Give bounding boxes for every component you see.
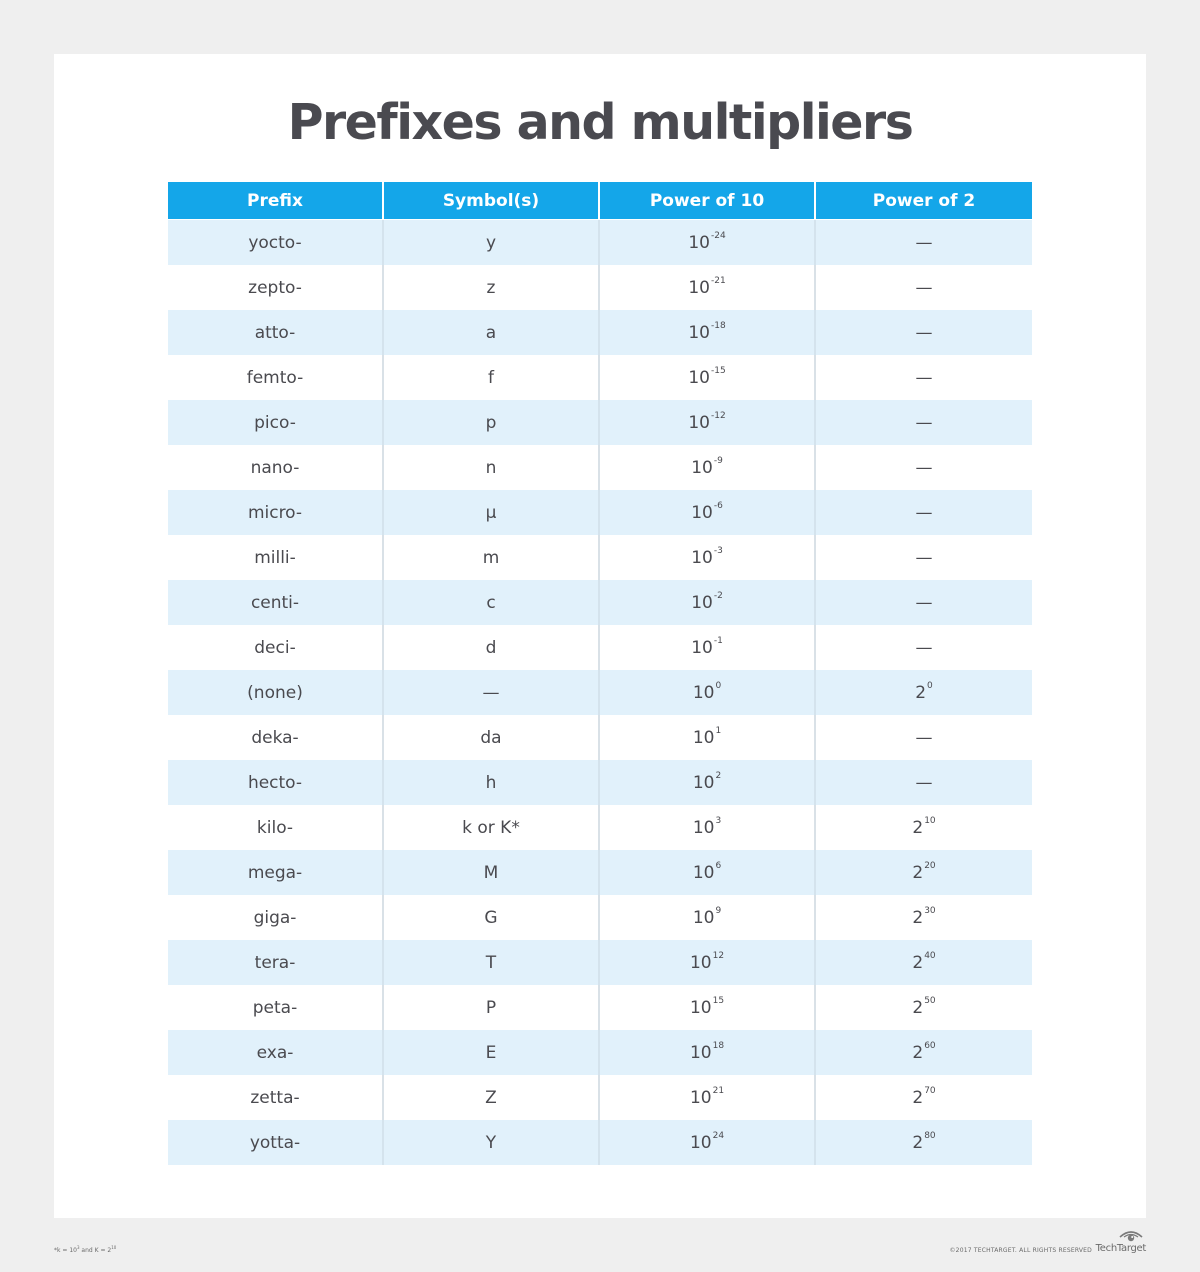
cell-power-of-2 bbox=[816, 400, 1032, 445]
cell-prefix bbox=[168, 310, 384, 355]
cell-prefix bbox=[168, 670, 384, 715]
cell-symbol bbox=[384, 355, 600, 400]
table-row bbox=[168, 445, 1032, 490]
cell-power-of-2-value: — bbox=[915, 322, 933, 343]
cell-prefix-value: exa- bbox=[256, 1042, 294, 1063]
cell-prefix-value: yotta- bbox=[249, 1132, 301, 1153]
cell-prefix-value: giga- bbox=[253, 907, 297, 928]
cell-power-of-2 bbox=[816, 445, 1032, 490]
cell-symbol-value: a bbox=[485, 322, 497, 343]
cell-symbol-value: y bbox=[485, 232, 497, 253]
cell-power-of-10 bbox=[600, 355, 816, 400]
table-row bbox=[168, 535, 1032, 580]
cell-power-of-2 bbox=[816, 1120, 1032, 1165]
cell-power-of-2-exponent: 10 bbox=[924, 815, 936, 826]
cell-power-of-10-value: 10 bbox=[689, 997, 712, 1018]
cell-power-of-10-exponent: 21 bbox=[712, 1085, 725, 1096]
cell-symbol-value: z bbox=[486, 277, 496, 298]
footnote-mid: and K = 2 bbox=[79, 1247, 112, 1254]
cell-symbol bbox=[384, 400, 600, 445]
cell-power-of-10-exponent: -1 bbox=[713, 635, 723, 646]
table-row bbox=[168, 805, 1032, 850]
cell-symbol-value: m bbox=[482, 547, 500, 568]
cell-power-of-2-value: — bbox=[915, 412, 933, 433]
cell-power-of-10-value: 10 bbox=[691, 637, 713, 658]
cell-power-of-2 bbox=[816, 1075, 1032, 1120]
cell-symbol-value: f bbox=[488, 367, 494, 388]
cell-power-of-2 bbox=[816, 580, 1032, 625]
cell-power-of-2 bbox=[816, 625, 1032, 670]
cell-power-of-2 bbox=[816, 220, 1032, 265]
cell-power-of-10-exponent: 3 bbox=[715, 815, 722, 826]
cell-prefix-value: femto- bbox=[246, 367, 304, 388]
cell-prefix bbox=[168, 760, 384, 805]
cell-power-of-10 bbox=[600, 310, 816, 355]
table-row bbox=[168, 1075, 1032, 1120]
cell-symbol-value: Y bbox=[485, 1132, 497, 1153]
cell-power-of-2-value: 2 bbox=[912, 817, 924, 838]
cell-prefix-value: zepto- bbox=[248, 277, 302, 298]
cell-prefix-value: peta- bbox=[252, 997, 298, 1018]
cell-power-of-10-value: 10 bbox=[692, 772, 715, 793]
cell-symbol-value: G bbox=[484, 907, 498, 928]
cell-symbol bbox=[384, 220, 600, 265]
cell-power-of-10-exponent: 1 bbox=[715, 725, 722, 736]
cell-power-of-10-exponent: -18 bbox=[710, 320, 726, 331]
cell-power-of-10-value: 10 bbox=[691, 457, 713, 478]
cell-power-of-10-exponent: -6 bbox=[713, 500, 723, 511]
cell-symbol-value: k or K* bbox=[462, 817, 520, 838]
cell-power-of-10-value: 10 bbox=[688, 367, 710, 388]
cell-power-of-2-exponent: 80 bbox=[924, 1130, 936, 1141]
cell-prefix-value: deci- bbox=[254, 637, 296, 658]
cell-power-of-10-exponent: -15 bbox=[710, 365, 726, 376]
cell-symbol-value: n bbox=[485, 457, 497, 478]
cell-prefix bbox=[168, 400, 384, 445]
cell-power-of-10-exponent: 18 bbox=[712, 1040, 725, 1051]
cell-power-of-10-value: 10 bbox=[692, 907, 715, 928]
cell-prefix-value: kilo- bbox=[256, 817, 294, 838]
cell-power-of-10 bbox=[600, 220, 816, 265]
table-row bbox=[168, 580, 1032, 625]
table-row bbox=[168, 895, 1032, 940]
cell-power-of-2-exponent: 0 bbox=[927, 680, 933, 691]
cell-power-of-10-exponent: -24 bbox=[710, 230, 726, 241]
cell-power-of-2-value: 2 bbox=[912, 1132, 924, 1153]
cell-power-of-10-value: 10 bbox=[691, 592, 713, 613]
cell-power-of-10-value: 10 bbox=[689, 1087, 712, 1108]
cell-power-of-2-exponent: 30 bbox=[924, 905, 936, 916]
cell-symbol bbox=[384, 580, 600, 625]
cell-prefix-value: mega- bbox=[247, 862, 303, 883]
cell-power-of-2-value: — bbox=[915, 547, 933, 568]
cell-power-of-10 bbox=[600, 1030, 816, 1075]
cell-power-of-2 bbox=[816, 1030, 1032, 1075]
header-prefix: Prefix bbox=[168, 182, 384, 219]
cell-power-of-2-exponent: 50 bbox=[924, 995, 936, 1006]
cell-power-of-2 bbox=[816, 940, 1032, 985]
cell-symbol-value: — bbox=[482, 682, 500, 703]
cell-symbol bbox=[384, 310, 600, 355]
cell-power-of-2-value: 2 bbox=[912, 997, 924, 1018]
cell-power-of-2-value: 2 bbox=[915, 682, 927, 703]
table-row bbox=[168, 1030, 1032, 1075]
cell-symbol-value: da bbox=[480, 727, 502, 748]
table-row bbox=[168, 760, 1032, 805]
cell-power-of-2-exponent: 40 bbox=[924, 950, 936, 961]
cell-prefix bbox=[168, 220, 384, 265]
header-power-of-10: Power of 10 bbox=[600, 182, 816, 219]
cell-prefix-value: zetta- bbox=[250, 1087, 300, 1108]
table-header-row bbox=[168, 182, 1032, 219]
cell-prefix bbox=[168, 580, 384, 625]
cell-power-of-2 bbox=[816, 670, 1032, 715]
cell-prefix-value: deka- bbox=[251, 727, 299, 748]
cell-prefix-value: centi- bbox=[250, 592, 300, 613]
cell-symbol bbox=[384, 445, 600, 490]
cell-power-of-10 bbox=[600, 1120, 816, 1165]
cell-power-of-10 bbox=[600, 580, 816, 625]
cell-power-of-10-exponent: -12 bbox=[710, 410, 726, 421]
cell-power-of-2-value: — bbox=[915, 367, 933, 388]
cell-power-of-10-exponent: 12 bbox=[712, 950, 725, 961]
cell-power-of-10 bbox=[600, 895, 816, 940]
cell-power-of-2 bbox=[816, 895, 1032, 940]
cell-prefix bbox=[168, 490, 384, 535]
logo-text: TechTarget bbox=[1095, 1243, 1146, 1254]
cell-power-of-2 bbox=[816, 310, 1032, 355]
cell-prefix-value: milli- bbox=[254, 547, 296, 568]
cell-symbol-value: E bbox=[485, 1042, 497, 1063]
table-row bbox=[168, 850, 1032, 895]
cell-symbol bbox=[384, 940, 600, 985]
cell-power-of-10 bbox=[600, 625, 816, 670]
cell-power-of-10-value: 10 bbox=[688, 322, 710, 343]
header-symbols: Symbol(s) bbox=[384, 182, 600, 219]
page-title: Prefixes and multipliers bbox=[287, 94, 913, 151]
cell-power-of-10-value: 10 bbox=[692, 817, 715, 838]
cell-power-of-10-value: 10 bbox=[692, 862, 715, 883]
cell-power-of-10 bbox=[600, 985, 816, 1030]
cell-power-of-10-value: 10 bbox=[691, 547, 713, 568]
cell-power-of-10 bbox=[600, 760, 816, 805]
cell-prefix bbox=[168, 265, 384, 310]
prefix-table bbox=[168, 182, 1032, 1165]
footnote-lead: *k = 10 bbox=[54, 1247, 77, 1254]
cell-prefix bbox=[168, 895, 384, 940]
cell-prefix bbox=[168, 1030, 384, 1075]
cell-power-of-2-value: — bbox=[915, 727, 933, 748]
cell-power-of-10 bbox=[600, 850, 816, 895]
cell-power-of-10 bbox=[600, 715, 816, 760]
cell-power-of-2-value: — bbox=[915, 502, 933, 523]
cell-power-of-2 bbox=[816, 535, 1032, 580]
cell-symbol bbox=[384, 895, 600, 940]
cell-power-of-10-value: 10 bbox=[689, 1132, 712, 1153]
cell-prefix-value: atto- bbox=[254, 322, 296, 343]
cell-symbol-value: M bbox=[483, 862, 499, 883]
cell-symbol-value: p bbox=[485, 412, 497, 433]
table-row bbox=[168, 355, 1032, 400]
table-row bbox=[168, 670, 1032, 715]
cell-prefix bbox=[168, 1075, 384, 1120]
cell-prefix bbox=[168, 940, 384, 985]
cell-power-of-2 bbox=[816, 850, 1032, 895]
cell-power-of-2-value: — bbox=[915, 457, 933, 478]
cell-power-of-2-exponent: 20 bbox=[924, 860, 936, 871]
cell-power-of-2 bbox=[816, 490, 1032, 535]
cell-prefix bbox=[168, 535, 384, 580]
cell-power-of-10 bbox=[600, 400, 816, 445]
table-row bbox=[168, 940, 1032, 985]
table-row bbox=[168, 985, 1032, 1030]
cell-prefix-value: yocto- bbox=[248, 232, 302, 253]
cell-prefix-value: nano- bbox=[250, 457, 300, 478]
cell-power-of-2 bbox=[816, 715, 1032, 760]
cell-power-of-10-exponent: -9 bbox=[713, 455, 723, 466]
cell-power-of-10-exponent: -3 bbox=[713, 545, 723, 556]
cell-prefix bbox=[168, 805, 384, 850]
cell-symbol bbox=[384, 715, 600, 760]
cell-prefix bbox=[168, 850, 384, 895]
cell-power-of-10-exponent: 15 bbox=[712, 995, 725, 1006]
cell-power-of-2 bbox=[816, 985, 1032, 1030]
cell-power-of-2-value: 2 bbox=[912, 862, 924, 883]
cell-symbol bbox=[384, 1075, 600, 1120]
cell-symbol-value: µ bbox=[485, 502, 497, 523]
cell-power-of-10 bbox=[600, 265, 816, 310]
eye-icon bbox=[1118, 1229, 1144, 1243]
cell-symbol-value: Z bbox=[485, 1087, 497, 1108]
cell-power-of-2 bbox=[816, 760, 1032, 805]
cell-prefix bbox=[168, 1120, 384, 1165]
cell-prefix-value: (none) bbox=[247, 682, 303, 703]
cell-power-of-2-value: — bbox=[915, 637, 933, 658]
cell-symbol bbox=[384, 1030, 600, 1075]
cell-power-of-10-value: 10 bbox=[692, 682, 715, 703]
cell-power-of-2-value: — bbox=[915, 772, 933, 793]
table-row bbox=[168, 490, 1032, 535]
cell-power-of-2-value: — bbox=[915, 277, 933, 298]
cell-symbol bbox=[384, 490, 600, 535]
cell-power-of-10-value: 10 bbox=[689, 952, 712, 973]
cell-power-of-10-value: 10 bbox=[689, 1042, 712, 1063]
table-row bbox=[168, 400, 1032, 445]
cell-symbol-value: c bbox=[486, 592, 496, 613]
cell-power-of-10-exponent: -2 bbox=[713, 590, 723, 601]
cell-power-of-10 bbox=[600, 805, 816, 850]
cell-prefix-value: pico- bbox=[254, 412, 296, 433]
cell-symbol bbox=[384, 670, 600, 715]
cell-power-of-2-value: 2 bbox=[912, 1087, 924, 1108]
cell-symbol-value: h bbox=[485, 772, 497, 793]
footnote-exp-2: 10 bbox=[111, 1245, 117, 1250]
cell-prefix bbox=[168, 985, 384, 1030]
copyright-text: ©2017 TECHTARGET. ALL RIGHTS RESERVED bbox=[949, 1247, 1092, 1254]
cell-prefix bbox=[168, 625, 384, 670]
cell-symbol-value: d bbox=[485, 637, 497, 658]
cell-power-of-2 bbox=[816, 265, 1032, 310]
cell-power-of-10-exponent: 6 bbox=[715, 860, 722, 871]
cell-power-of-2-value: 2 bbox=[912, 1042, 924, 1063]
cell-power-of-10 bbox=[600, 490, 816, 535]
cell-power-of-2-value: 2 bbox=[912, 907, 924, 928]
cell-prefix bbox=[168, 445, 384, 490]
table-row bbox=[168, 220, 1032, 265]
cell-power-of-10-value: 10 bbox=[692, 727, 715, 748]
cell-symbol-value: T bbox=[485, 952, 497, 973]
table-row bbox=[168, 715, 1032, 760]
table-row bbox=[168, 1120, 1032, 1165]
cell-power-of-10 bbox=[600, 445, 816, 490]
cell-power-of-10-value: 10 bbox=[688, 277, 710, 298]
cell-symbol bbox=[384, 535, 600, 580]
cell-prefix-value: micro- bbox=[247, 502, 303, 523]
cell-prefix bbox=[168, 355, 384, 400]
cell-power-of-2-value: 2 bbox=[912, 952, 924, 973]
cell-power-of-2-value: — bbox=[915, 232, 933, 253]
cell-power-of-10-exponent: -21 bbox=[710, 275, 726, 286]
cell-symbol bbox=[384, 1120, 600, 1165]
cell-power-of-10 bbox=[600, 1075, 816, 1120]
cell-prefix-value: tera- bbox=[254, 952, 296, 973]
cell-symbol-value: P bbox=[485, 997, 497, 1018]
cell-power-of-2-value: — bbox=[915, 592, 933, 613]
cell-symbol bbox=[384, 760, 600, 805]
footnote-exp-1: 3 bbox=[76, 1245, 80, 1250]
cell-symbol bbox=[384, 985, 600, 1030]
table-row bbox=[168, 625, 1032, 670]
cell-power-of-10-exponent: 24 bbox=[712, 1130, 725, 1141]
cell-prefix bbox=[168, 715, 384, 760]
cell-power-of-10-value: 10 bbox=[688, 232, 710, 253]
cell-power-of-10 bbox=[600, 940, 816, 985]
cell-symbol bbox=[384, 805, 600, 850]
cell-power-of-10-value: 10 bbox=[691, 502, 713, 523]
cell-symbol bbox=[384, 265, 600, 310]
table-row bbox=[168, 265, 1032, 310]
cell-power-of-2 bbox=[816, 355, 1032, 400]
cell-power-of-2 bbox=[816, 805, 1032, 850]
cell-power-of-10 bbox=[600, 670, 816, 715]
cell-power-of-10 bbox=[600, 535, 816, 580]
techtarget-logo bbox=[1092, 1229, 1146, 1259]
cell-symbol bbox=[384, 850, 600, 895]
footnote bbox=[54, 1245, 116, 1254]
cell-power-of-2-exponent: 70 bbox=[924, 1085, 936, 1096]
cell-symbol bbox=[384, 625, 600, 670]
cell-prefix-value: hecto- bbox=[247, 772, 303, 793]
cell-power-of-2-exponent: 60 bbox=[924, 1040, 936, 1051]
cell-power-of-10-exponent: 0 bbox=[715, 680, 722, 691]
header-power-of-2: Power of 2 bbox=[872, 190, 976, 211]
cell-power-of-10-exponent: 2 bbox=[715, 770, 722, 781]
cell-power-of-10-exponent: 9 bbox=[715, 905, 722, 916]
table-row bbox=[168, 310, 1032, 355]
cell-power-of-10-value: 10 bbox=[688, 412, 710, 433]
